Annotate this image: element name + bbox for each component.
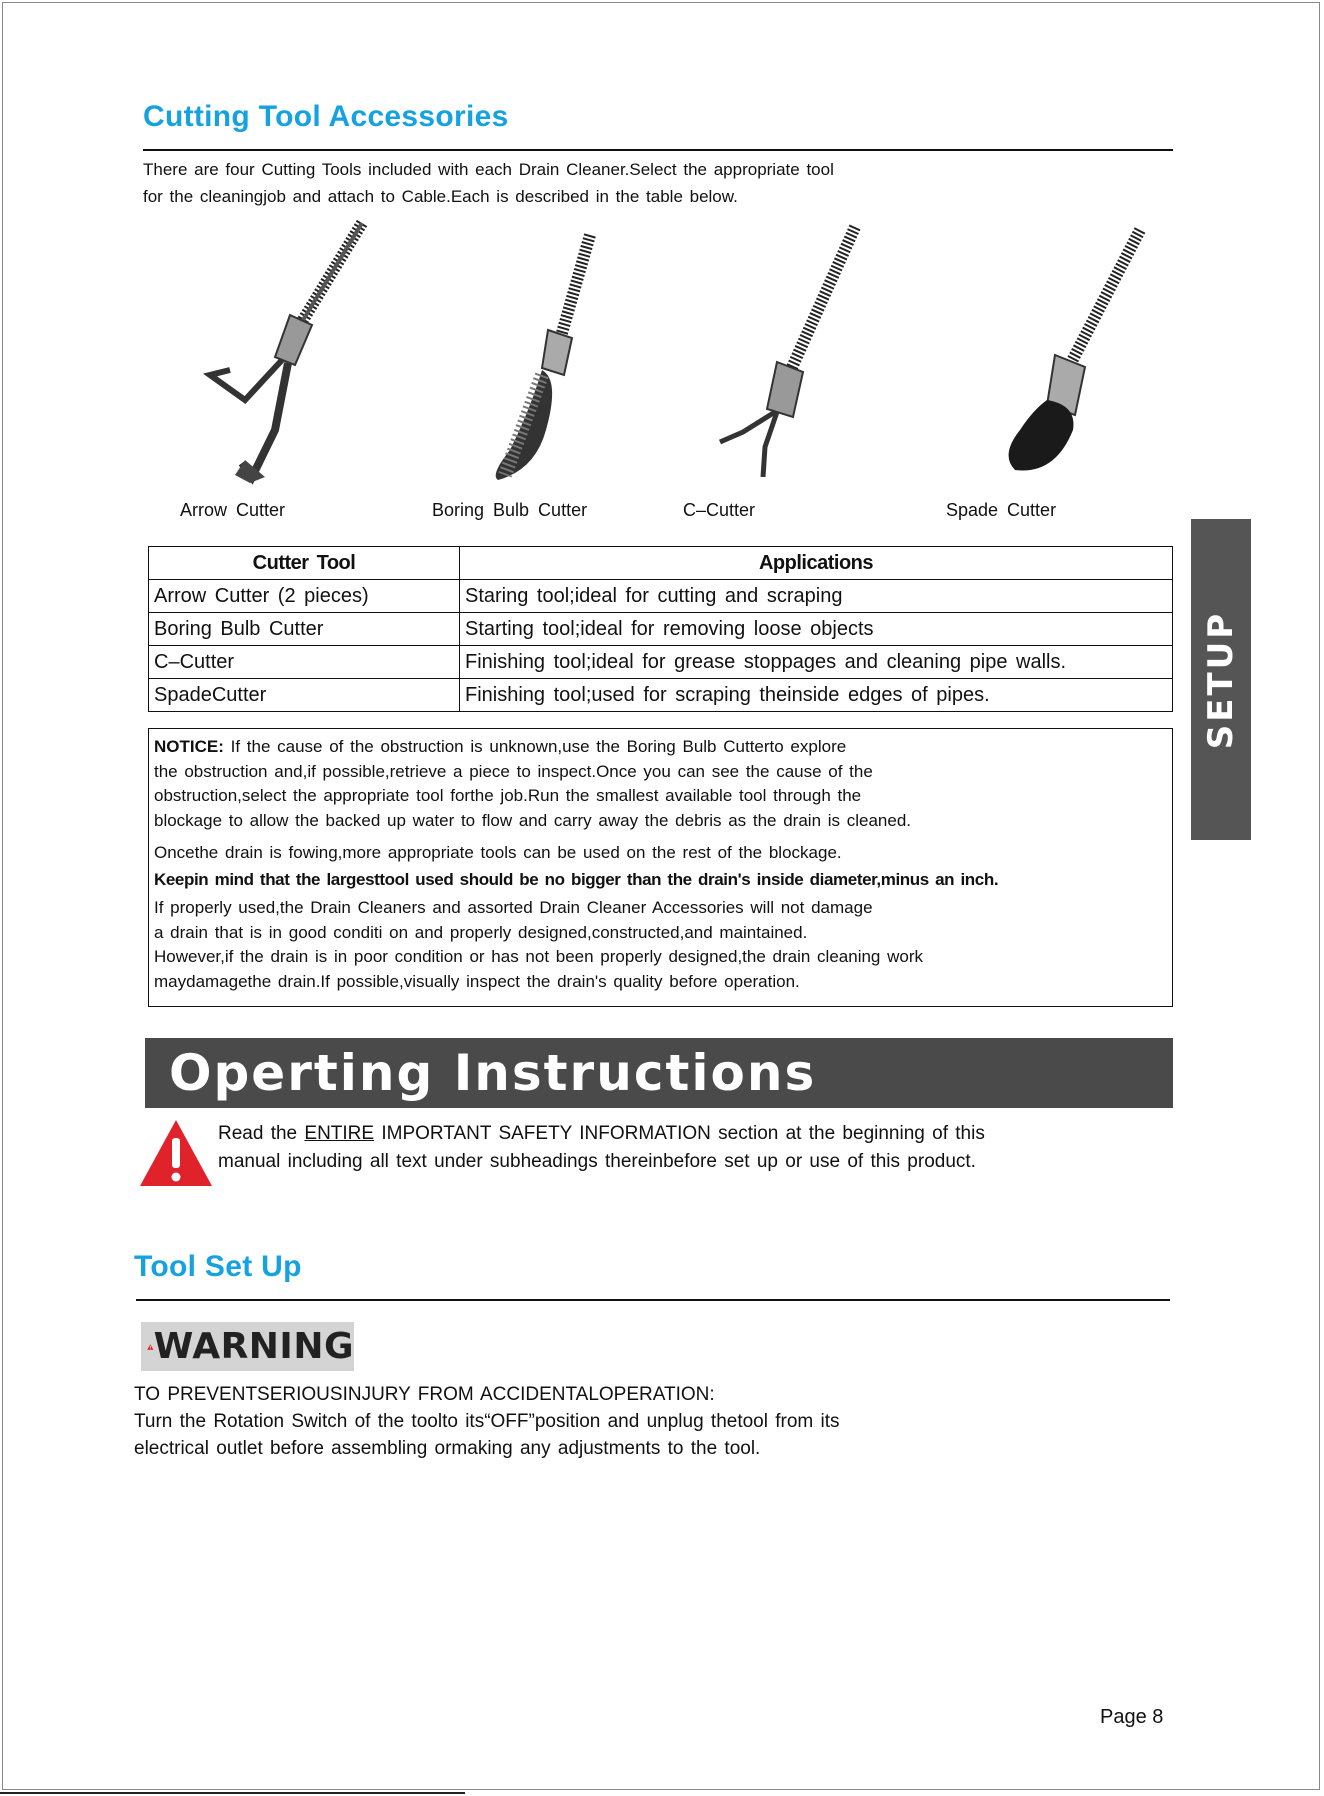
table-cell: Staring tool;ideal for cutting and scraping: [460, 580, 1173, 613]
table-row: [149, 613, 1173, 646]
notice-text: obstruction,select the appropriate tool forthe job.Run the smallest available tool through the: [154, 786, 862, 805]
page-number: Page 8: [1100, 1706, 1164, 1728]
section-title-cutting-tool: Cutting Tool Accessories: [143, 100, 509, 133]
warning-line: electrical outlet before assembling ormaking any adjustments to the tool.: [134, 1438, 761, 1459]
warning-label: WARNING: [153, 1326, 354, 1367]
table-cell: SpadeCutter: [149, 679, 460, 712]
tool-label-boring: Boring Bulb Cutter: [432, 500, 588, 520]
c-cutter-image: [705, 222, 875, 487]
intro-paragraph: [143, 156, 973, 210]
setup-tab-label: SETUP: [1201, 610, 1241, 749]
safety-line: manual including all text under subheadings thereinbefore set up or use of this product.: [218, 1151, 976, 1172]
title-rule: [143, 149, 1173, 151]
table-row: [149, 646, 1173, 679]
notice-text: blockage to allow the backed up water to flow and carry away the debris as the drain is cleaned.: [154, 810, 912, 830]
safety-line: [218, 1120, 1118, 1148]
table-cell: C–Cutter: [149, 646, 460, 679]
cutter-tool-table: [148, 546, 1173, 712]
setup-side-tab: [1191, 519, 1251, 840]
notice-text: the obstruction and,if possible,retrieve a piece to inspect.Once you can see the cause of the: [154, 761, 873, 781]
notice-label: NOTICE:: [154, 737, 224, 756]
warning-line: TO PREVENTSERIOUSINJURY FROM ACCIDENTALOPERATION:: [134, 1384, 715, 1405]
table-row: [149, 679, 1173, 712]
table-cell: Finishing tool;used for scraping theinside edges of pipes.: [460, 679, 1173, 712]
safety-text-pre: Read the: [218, 1123, 305, 1144]
bottom-rule: [0, 1792, 465, 1794]
notice-text: Oncethe drain is fowing,more appropriate tools can be used on the rest of the blockage.: [154, 843, 842, 862]
table-cell: Boring Bulb Cutter: [149, 613, 460, 646]
notice-box: [148, 728, 1173, 1007]
notice-text: However,if the drain is in poor condition or has not been properly designed,the drain cleaning work: [154, 947, 924, 966]
notice-text: a drain that is in good conditi on and properly designed,constructed,and maintained.: [154, 922, 808, 942]
table-row: [149, 580, 1173, 613]
column-header-cutter-tool: Cutter Tool: [149, 547, 460, 580]
notice-bold-warning: Keepin mind that the largesttool used should be no bigger than the drain's inside diameter,minus an inch.: [154, 869, 999, 889]
tool-label-arrow: Arrow Cutter: [180, 500, 286, 520]
notice-text: maydamagethe drain.If possible,visually inspect the drain's quality before operation.: [154, 971, 800, 991]
notice-text: If properly used,the Drain Cleaners and assorted Drain Cleaner Accessories will not damage: [154, 898, 873, 917]
table-cell: Starting tool;ideal for removing loose objects: [460, 613, 1173, 646]
tool-label-spade: Spade Cutter: [946, 500, 1057, 520]
safety-text-post: IMPORTANT SAFETY INFORMATION section at the beginning of this: [374, 1123, 985, 1144]
warning-body: [134, 1381, 1034, 1462]
table-cell: Arrow Cutter (2 pieces): [149, 580, 460, 613]
safety-notice: [218, 1120, 1118, 1176]
table-header-row: [149, 547, 1173, 580]
notice-text: If the cause of the obstruction is unknown,use the Boring Bulb Cutterto explore: [223, 737, 847, 756]
safety-text-emphasis: ENTIRE: [304, 1123, 375, 1144]
arrow-cutter-image: [190, 215, 390, 490]
boring-bulb-cutter-image: [480, 230, 610, 490]
operating-instructions-banner: Operting Instructions: [145, 1038, 1173, 1108]
title-rule: [136, 1299, 1170, 1301]
warning-triangle-icon: [138, 1118, 214, 1188]
intro-line: for the cleaningjob and attach to Cable.Each is described in the table below.: [143, 187, 738, 206]
warning-badge: [141, 1322, 354, 1371]
spade-cutter-image: [985, 225, 1155, 480]
intro-line: There are four Cutting Tools included with each Drain Cleaner.Select the appropriate tool: [143, 160, 834, 179]
section-title-tool-setup: Tool Set Up: [134, 1250, 302, 1283]
warning-small-triangle-icon: [147, 1333, 154, 1361]
notice-paragraph: [154, 735, 1167, 760]
table-cell: Finishing tool;ideal for grease stoppages and cleaning pipe walls.: [460, 646, 1173, 679]
tool-label-c-cutter: C–Cutter: [683, 500, 756, 520]
column-header-applications: Applications: [460, 547, 1173, 580]
warning-line: Turn the Rotation Switch of the toolto its“OFF”position and unplug thetool from its: [134, 1411, 840, 1432]
